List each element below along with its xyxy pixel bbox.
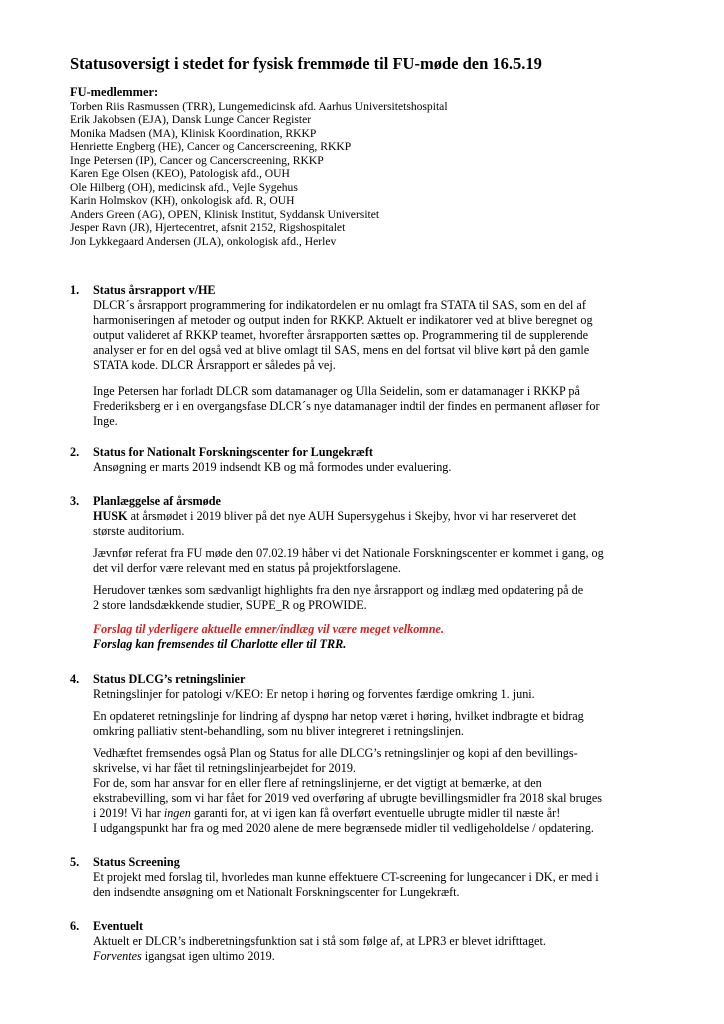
section-number: 5. (70, 855, 80, 869)
paragraph (93, 460, 665, 475)
section-4 (70, 672, 670, 836)
member-item: Jesper Ravn (JR), Hjertecentret, afsnit 2152, Rigshospitalet (70, 221, 346, 235)
text-line: output valideret af RKKP teamet, hvorefter årsrapporten sættes op. Programmering til de supplerende (93, 328, 589, 342)
text-line: Herudover tænkes som sædvanligt highlights fra den nye årsrapport og indlæg med opdatering på de (93, 583, 584, 597)
text-line: Forslag kan fremsendes til Charlotte eller til TRR. (93, 637, 347, 651)
text-line: største auditorium. (93, 524, 185, 538)
section-number: 1. (70, 283, 80, 297)
paragraph (93, 583, 665, 613)
text-line (93, 806, 665, 821)
section-title: Status DLCG’s retningslinier (93, 672, 246, 686)
husk-label: HUSK (93, 509, 128, 523)
text-line (93, 509, 665, 524)
member-item: Jon Lykkegaard Andersen (JLA), onkologisk afd., Herlev (70, 234, 337, 248)
paragraph (93, 746, 665, 836)
text-line: analyser er for en del også ved at blive omlagt til SAS, mens en del fortsat vil blive kørt på den gamle (93, 343, 590, 357)
paragraph (93, 870, 665, 900)
member-item: Henriette Engberg (HE), Cancer og Cancerscreening, RKKP (70, 140, 352, 154)
text-line (93, 949, 665, 964)
section-title: Eventuelt (93, 919, 144, 933)
section-number: 3. (70, 494, 80, 508)
text-line: den indsendte ansøgning om et Nationalt Forskningscenter for Lungekræft. (93, 885, 460, 899)
text-line: Aktuelt er DLCR’s indberetningsfunktion sat i stå som følge af, at LPR3 er blevet idrifttaget. (93, 934, 546, 948)
text-line: harmoniseringen af metoder og output inden for RKKP. Aktuelt er indikatorer ved at blive beregnet og (93, 313, 593, 327)
text-line: Inge. (93, 414, 118, 428)
members-block (70, 85, 670, 248)
highlighted-request-line: Forslag til yderligere aktuelle emner/indlæg vil være meget velkomne. (93, 622, 445, 636)
text-line: I udgangspunkt har fra og med 2020 alene de mere begrænsede midler til vedligeholdelse / opdatering. (93, 821, 594, 835)
text-line: En opdateret retningslinje for lindring af dyspnø har netop været i høring, hvilket indbragte et bidrag (93, 709, 584, 723)
member-item: Torben Riis Rasmussen (TRR), Lungemedicinsk afd. Aarhus Universitetshospital (70, 100, 448, 113)
member-item: Anders Green (AG), OPEN, Klinisk Institut, Syddansk Universitet (70, 207, 380, 221)
section-6 (70, 919, 670, 964)
text-span: i 2019! Vi har (93, 806, 164, 820)
section-5 (70, 855, 670, 900)
text-line: Frederiksberg er i en overgangsfase DLCR´s nye datamanager indtil der findes en permanent afløser for (93, 399, 600, 413)
text-span: garanti for, at vi igen kan få overført eventuelle ubrugte midler til næste år! (190, 806, 561, 820)
member-item: Erik Jakobsen (EJA), Dansk Lunge Cancer Register (70, 113, 312, 127)
paragraph (93, 709, 665, 739)
paragraph (93, 546, 665, 576)
text-span: igangsat igen ultimo 2019. (141, 949, 275, 963)
emphasis-span: ingen (163, 806, 191, 820)
paragraph (93, 934, 665, 964)
emphasis-span: Forventes (93, 949, 142, 963)
text-line: Jævnfør referat fra FU møde den 07.02.19 håber vi det Nationale Forskningscenter er kommet i gang, og (93, 546, 604, 560)
text-line: Retningslinjer for patologi v/KEO: Er netop i høring og forventes færdige omkring 1. juni. (93, 687, 535, 701)
member-item: Karen Ege Olsen (KEO), Patologisk afd., OUH (70, 167, 290, 181)
text-line: Ansøgning er marts 2019 indsendt KB og må formodes under evaluering. (93, 460, 452, 474)
member-item: Ole Hilberg (OH), medicinsk afd., Vejle Sygehus (70, 180, 298, 194)
section-title: Status årsrapport v/HE (93, 283, 216, 297)
section-title: Planlæggelse af årsmøde (93, 494, 221, 508)
text-line: det vil derfor være relevant med en status på projektforslagene. (93, 561, 401, 575)
section-title: Status for Nationalt Forskningscenter for Lungekræft (93, 445, 373, 459)
text-line: ekstrabevilling, som vi har fået for 2019 ved overføring af ubrugte bevillingsmidler fra 2018 skal bruges (93, 791, 603, 805)
members-heading: FU-medlemmer: (70, 85, 159, 99)
paragraph (93, 687, 665, 702)
text-line: Vedhæftet fremsendes også Plan og Status for alle DLCG’s retningslinjer og kopi af den bevillings- (93, 746, 578, 760)
member-item: Karin Holmskov (KH), onkologisk afd. R, OUH (70, 194, 295, 208)
section-3 (70, 494, 670, 652)
member-item: Inge Petersen (IP), Cancer og Cancerscreening, RKKP (70, 153, 324, 167)
section-title: Status Screening (93, 855, 180, 869)
paragraph (93, 384, 665, 429)
paragraph (93, 622, 665, 652)
paragraph (93, 509, 665, 539)
text-line: 2 store landsdækkende studier, SUPE_R og PROWIDE. (93, 598, 367, 612)
text-line: STATA kode. DLCR Årsrapport er således på vej. (93, 358, 336, 372)
section-2 (70, 445, 670, 475)
text-line: For de, som har ansvar for en eller flere af retningslinjerne, er det vigtigt at bemærke, at den (93, 776, 542, 790)
text-span: at årsmødet i 2019 bliver på det nye AUH Supersygehus i Skejby, hvor vi har reserveret det (127, 509, 577, 523)
section-number: 2. (70, 445, 80, 459)
paragraph (93, 298, 665, 373)
text-line: Et projekt med forslag til, hvorledes man kunne effektuere CT-screening for lungecancer i DK, er med i (93, 870, 599, 884)
text-line: DLCR´s årsrapport programmering for indikatordelen er nu omlagt fra STATA til SAS, som en del af (93, 298, 586, 312)
section-1 (70, 283, 670, 429)
member-item: Monika Madsen (MA), Klinisk Koordination, RKKP (70, 126, 317, 140)
text-line: skrivelse, vi har fået til retningslinjearbejdet for 2019. (93, 761, 356, 775)
text-line: Inge Petersen har forladt DLCR som datamanager og Ulla Seidelin, som er datamanager i RKKP på (93, 384, 580, 398)
section-number: 4. (70, 672, 80, 686)
document-title: Statusoversigt i stedet for fysisk fremmøde til FU-møde den 16.5.19 (70, 54, 542, 73)
section-number: 6. (70, 919, 80, 933)
text-line: omkring palliativ stent-behandling, som nu bliver integreret i retningslinjen. (93, 724, 464, 738)
